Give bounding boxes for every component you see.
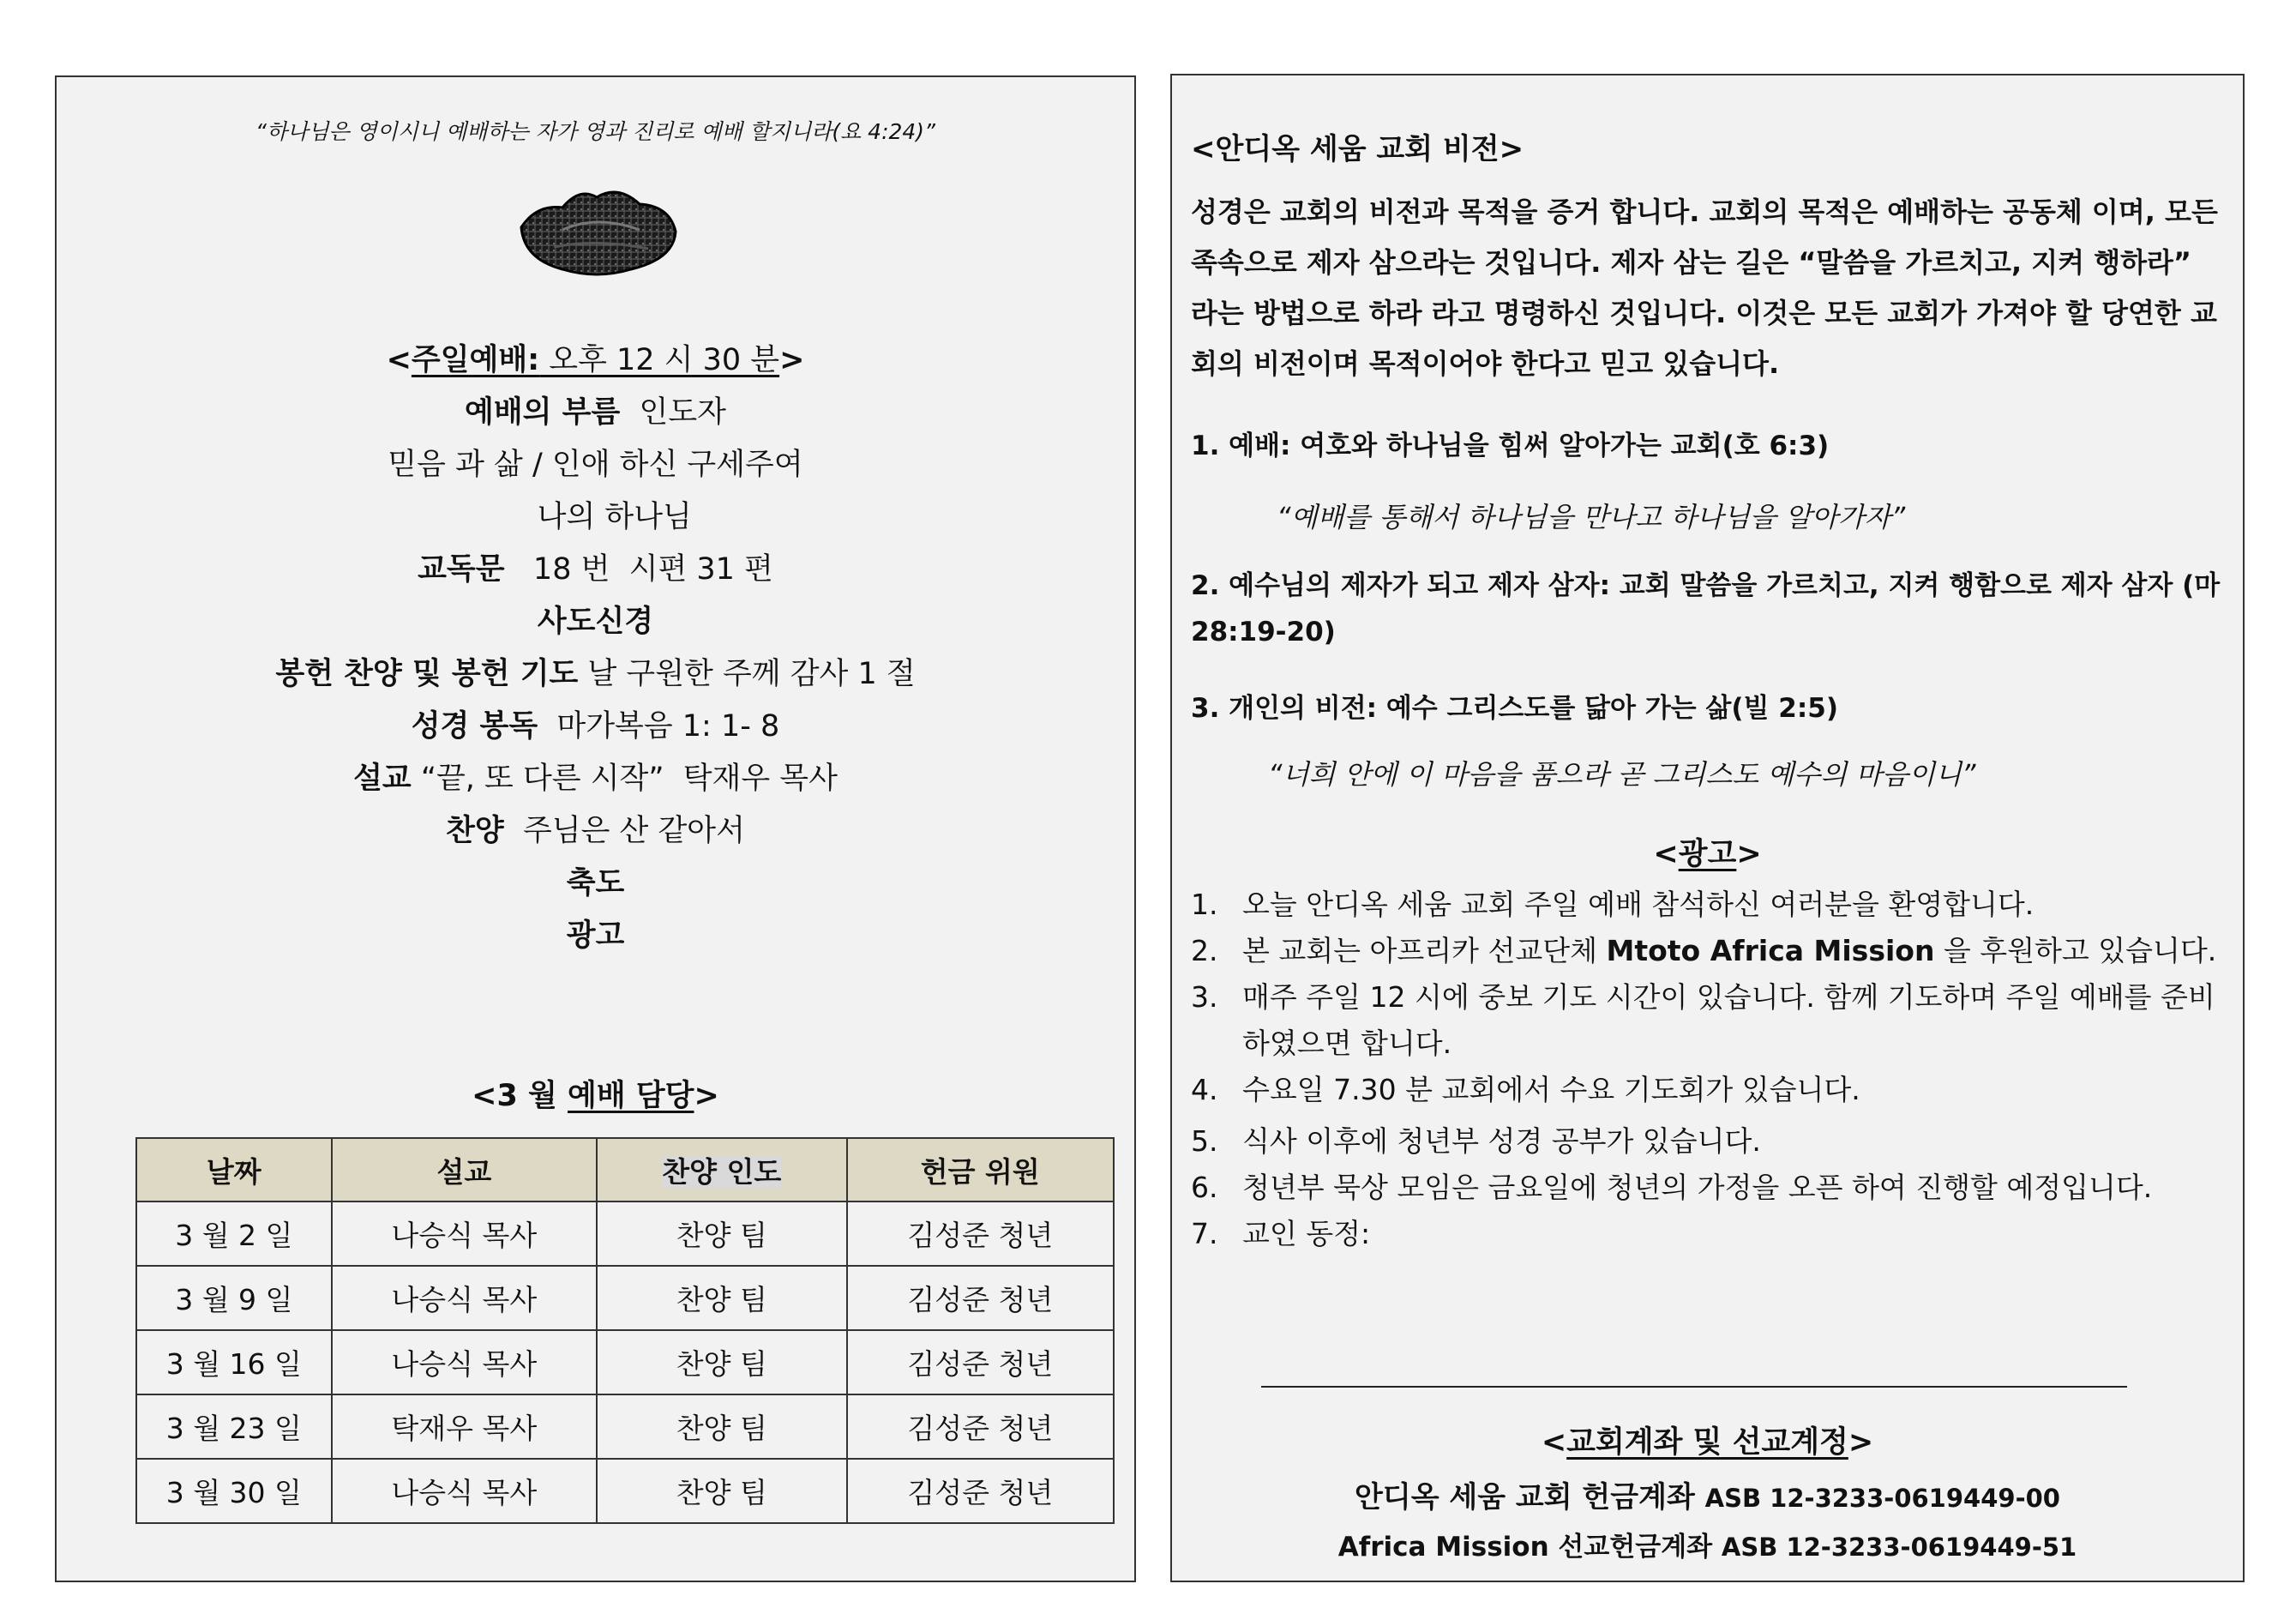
march-duty-heading: <3 월 예배 담당> [472, 1079, 719, 1113]
church-offering-account: 안디옥 세움 교회 헌금계좌 ASB 12-3233-0619449-00 [1355, 1480, 2060, 1515]
account-heading: <교회계좌 및 선교계정> [1541, 1425, 1874, 1460]
table-cell: 3 월 9 일 [136, 1266, 332, 1330]
table-cell: 찬양 팀 [597, 1394, 846, 1459]
table-cell: 김성준 청년 [847, 1459, 1114, 1523]
table-cell: 찬양 팀 [597, 1201, 846, 1266]
table-cell: 나승식 목사 [332, 1201, 597, 1266]
worship-order-panel [55, 75, 1136, 1582]
table-cell: 나승식 목사 [332, 1330, 597, 1394]
table-cell: 3 월 16 일 [136, 1330, 332, 1394]
table-row [136, 1330, 1114, 1394]
order-item: 성경 봉독 마가복음 1: 1- 8 [411, 709, 780, 744]
table-cell: 김성준 청년 [847, 1330, 1114, 1394]
announcement-item: 6. 청년부 묵상 모임은 금요일에 청년의 가정을 오픈 하여 진행할 예정입니다. [1191, 1171, 2153, 1204]
table-cell: 찬양 팀 [597, 1459, 846, 1523]
table-cell: 찬양 팀 [597, 1266, 846, 1330]
table-row [136, 1459, 1114, 1523]
announcement-item: 3. 매주 주일 12 시에 중보 기도 시간이 있습니다. 함께 기도하며 주일 예배를 준비 하였으면 합니다. [1191, 980, 2215, 1060]
vision-item-3: 3. 개인의 비전: 예수 그리스도를 닮아 가는 삶(빌 2:5) [1191, 693, 1838, 724]
order-item: 축도 [566, 866, 625, 900]
table-cell: 3 월 30 일 [136, 1459, 332, 1523]
vision-quote-1: “예배를 통해서 하나님을 만나고 하나님을 알아가자” [1277, 501, 1906, 533]
table-row [136, 1201, 1114, 1266]
announcement-item: 2. 본 교회는 아프리카 선교단체 Mtoto Africa Mission 을 후원하고 있습니다. [1191, 934, 2217, 967]
column-header-praise-leader: 찬양 인도 [597, 1138, 846, 1201]
column-header-offering: 헌금 위원 [847, 1138, 1114, 1201]
divider [1261, 1386, 2127, 1388]
order-item: 찬양 주님은 산 같아서 [446, 814, 745, 848]
crown-of-thorns-icon [511, 180, 682, 283]
table-cell: 김성준 청년 [847, 1394, 1114, 1459]
mission-name: Mtoto Africa Mission [1606, 934, 1935, 967]
table-row [136, 1266, 1114, 1330]
vision-item-1: 1. 예배: 여호와 하나님을 힘써 알아가는 교회(호 6:3) [1191, 431, 1830, 461]
table-cell: 찬양 팀 [597, 1330, 846, 1394]
announcements-list [1172, 882, 2224, 1257]
vision-title: <안디옥 세움 교회 비전> [1191, 132, 1524, 166]
table-cell: 김성준 청년 [847, 1201, 1114, 1266]
vision-intro: 성경은 교회의 비전과 목적을 증거 합니다. 교회의 목적은 예배하는 공동체 이며, 모든 족속으로 제자 삼으라는 것입니다. 제자 삼는 길은 “말씀을 가르치고, 지켜 행하라” 라는 방법으로 하라 라고 명령하신 것입니다. 이것은 모든 교회가 가져야 할 당연한 교회의 비전이며 목적이어야 한다고 믿고 있습니다. [1191, 196, 2218, 380]
announcement-item: 5. 식사 이후에 청년부 성경 공부가 있습니다. [1191, 1124, 1761, 1158]
table-cell: 3 월 2 일 [136, 1201, 332, 1266]
table-cell: 나승식 목사 [332, 1459, 597, 1523]
march-duty-table [135, 1137, 1115, 1524]
order-item: 광고 [566, 918, 625, 953]
vision-item-2: 2. 예수님의 제자가 되고 제자 삼자: 교회 말씀을 가르치고, 지켜 행함으로 제자 삼자 (마 28:19-20) [1191, 570, 2221, 647]
column-header-date: 날짜 [136, 1138, 332, 1201]
scripture-verse: “하나님은 영이시니 예배하는 자가 영과 진리로 예배 할지니라(요 4:24)” [255, 119, 936, 144]
table-cell: 탁재우 목사 [332, 1394, 597, 1459]
announcement-item: 7. 교인 동정: [1191, 1217, 1371, 1250]
order-item: 나의 하나님 [499, 500, 692, 534]
table-header-row [136, 1138, 1114, 1201]
table-cell: 김성준 청년 [847, 1266, 1114, 1330]
vision-quote-3: “너희 안에 이 마음을 품으라 곧 그리스도 예수의 마음이니” [1268, 758, 1976, 791]
order-item: 설교 “끝, 또 다른 시작” 탁재우 목사 [353, 762, 838, 796]
announcement-item: 1. 오늘 안디옥 세움 교회 주일 예배 참석하신 여러분을 환영합니다. [1191, 888, 2035, 921]
table-cell: 3 월 23 일 [136, 1394, 332, 1459]
announcements-heading: <광고> [1653, 837, 1762, 871]
order-item: 봉헌 찬양 및 봉헌 기도 날 구원한 주께 감사 1 절 [275, 657, 916, 691]
order-item: 교독문 18 번 시편 31 편 [418, 552, 773, 587]
order-item: 예배의 부름 인도자 [465, 395, 726, 430]
announcement-item: 4. 수요일 7.30 분 교회에서 수요 기도회가 있습니다. [1191, 1073, 1860, 1106]
table-cell: 나승식 목사 [332, 1266, 597, 1330]
order-item: 사도신경 [537, 605, 654, 639]
service-time-heading: <주일예배: 오후 12 시 30 분> [386, 343, 805, 377]
table-row [136, 1394, 1114, 1459]
mission-offering-account: Africa Mission 선교헌금계좌 ASB 12-3233-0619449-51 [1337, 1532, 2077, 1563]
worship-order [57, 334, 1134, 962]
church-vision-panel [1170, 74, 2245, 1582]
column-header-sermon: 설교 [332, 1138, 597, 1201]
order-item: 믿음 과 삶 / 인애 하신 구세주여 [388, 448, 803, 482]
